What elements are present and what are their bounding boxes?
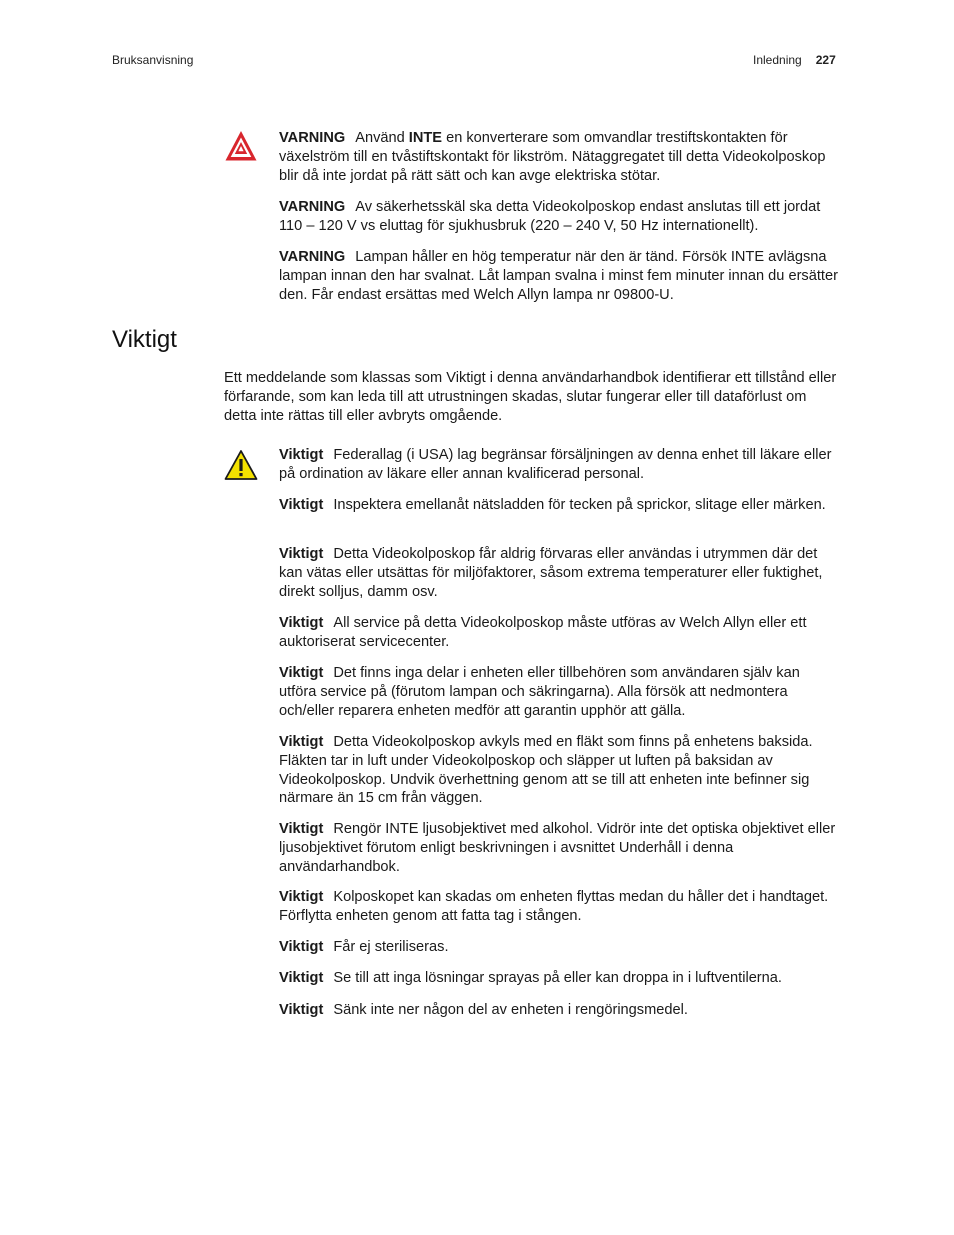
notice-label: Viktigt: [279, 939, 324, 955]
notice-10: Viktigt Se till att inga lösningar sprayas på eller kan droppa in i luftventilerna.: [279, 970, 782, 986]
section-name: Inledning: [753, 53, 802, 67]
warning-triangle-icon: [224, 129, 258, 163]
warning-label: VARNING: [279, 130, 346, 146]
running-header-title: Bruksanvisning: [112, 53, 194, 67]
notice-label: Viktigt: [279, 821, 324, 837]
notice-2: Viktigt Inspektera emellanåt nätsladden för tecken på sprickor, slitage eller märken.: [279, 497, 826, 513]
notice-4: Viktigt All service på detta Videokolposkop måste utföras av Welch Allyn eller ett auktoriserat servicecenter.: [279, 615, 807, 650]
intro-paragraph: Ett meddelande som klassas som Viktigt i denna användarhandbok identifierar ett tillstånd eller förfarande, som kan leda till att utrustningen skadas, slutar fungerar eller till dataförlust om detta inte rättas till eller avbryts omgående.: [224, 370, 837, 424]
notice-label: Viktigt: [279, 970, 324, 986]
notice-9: Viktigt Får ej steriliseras.: [279, 939, 449, 955]
notice-label: Viktigt: [279, 497, 324, 513]
notice-label: Viktigt: [279, 546, 324, 562]
notice-label: Viktigt: [279, 615, 324, 631]
notice-11: Viktigt Sänk inte ner någon del av enheten i rengöringsmedel.: [279, 1002, 688, 1018]
notice-1: Viktigt Federallag (i USA) lag begränsar försäljningen av denna enhet till läkare eller på ordination av läkare eller annan kvalificerad personal.: [279, 447, 832, 482]
notice-5: Viktigt Det finns inga delar i enheten eller tillbehören som användaren själv kan utföra service på (förutom lampan och säkringarna). Alla försök att nedmontera och/eller reparera enheten medför att garantin upphör att gälla.: [279, 665, 800, 719]
warning-1: VARNING Använd INTE en konverterare som omvandlar trestiftskontakten för växelström till en tvåstiftskontakt för likström. Nätaggregatet till detta Videokolposkop blir då inte jordat på rätt sätt och kan avge elektriska stötar.: [279, 130, 826, 184]
section-heading: Viktigt: [112, 326, 177, 353]
notice-3: Viktigt Detta Videokolposkop får aldrig förvaras eller användas i utrymmen där det kan vätas eller utsättas för miljöfaktorer, såsom extrema temperaturer eller fuktighet, direkt solljus, damm osv.: [279, 546, 823, 600]
notice-6: Viktigt Detta Videokolposkop avkyls med en fläkt som finns på enhetens baksida. Fläkten tar in luft under Videokolposkop och släpper ut luften på baksidan av Videokolposkop. Undvik överhettning genom att se till att enheten inte befinner sig närmare än 15 cm från väggen.: [279, 734, 813, 807]
warning-2: VARNING Av säkerhetsskäl ska detta Videokolposkop endast anslutas till ett jordat 110 – 120 V vs eluttag för sjukhusbruk (220 – 240 V, 50 Hz internationellt).: [279, 199, 821, 234]
page-number: 227: [815, 53, 836, 67]
notice-8: Viktigt Kolposkopet kan skadas om enheten flyttas medan du håller det i handtaget. Förflytta enheten genom att fatta tag i stången.: [279, 889, 829, 924]
notice-label: Viktigt: [279, 447, 324, 463]
caution-triangle-icon: [224, 449, 258, 481]
warning-label: VARNING: [279, 199, 346, 215]
notice-label: Viktigt: [279, 1002, 324, 1018]
notice-label: Viktigt: [279, 665, 324, 681]
warning-3: VARNING Lampan håller en hög temperatur när den är tänd. Försök INTE avlägsna lampan innan den har svalnat. Låt lampan svalna i minst fem minuter innan du ersätter den. Får endast ersättas med Welch Allyn lampa nr 09800-U.: [279, 249, 838, 303]
notice-label: Viktigt: [279, 734, 324, 750]
running-header-section: [753, 53, 836, 67]
notice-label: Viktigt: [279, 889, 324, 905]
notice-7: Viktigt Rengör INTE ljusobjektivet med alkohol. Vidrör inte det optiska objektivet eller ljusobjektivet förutom enligt beskrivningen i avsnittet Underhåll i denna användarhandbok.: [279, 821, 836, 875]
emphasis-inte: INTE: [408, 130, 443, 146]
warning-label: VARNING: [279, 249, 346, 265]
